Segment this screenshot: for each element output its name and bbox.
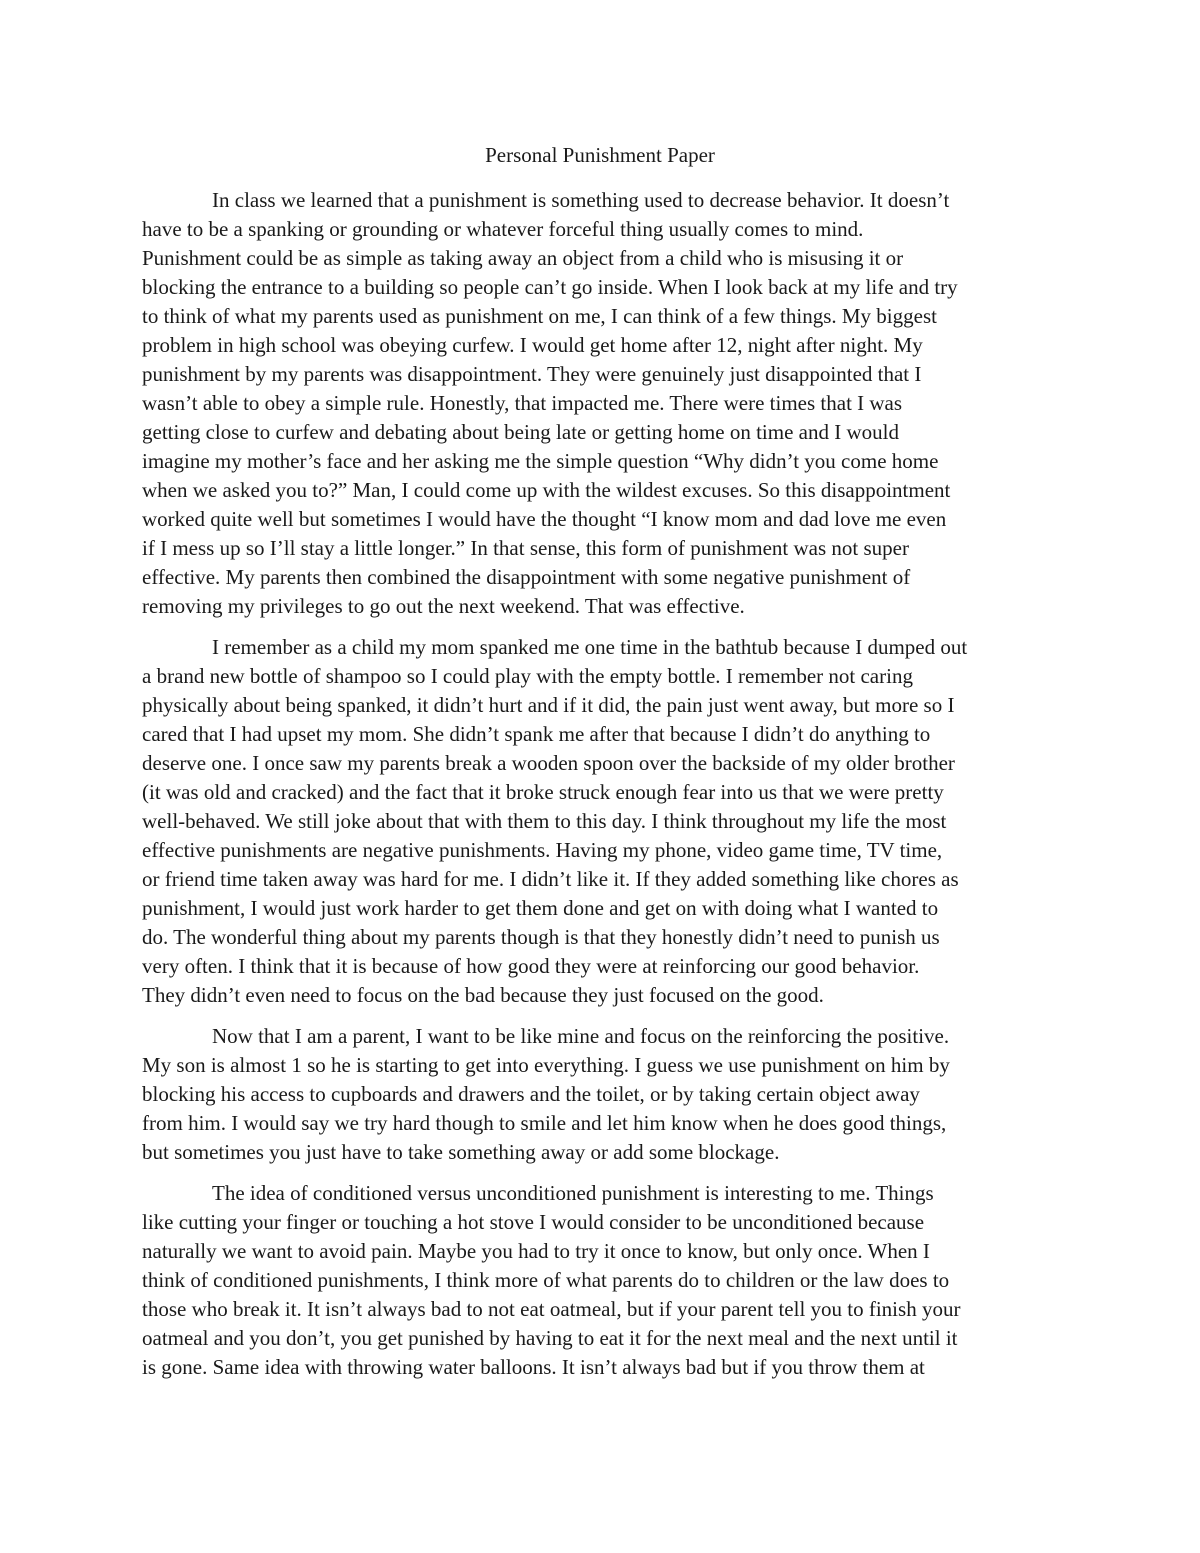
document-body (142, 186, 1062, 1382)
paragraph-2: I remember as a child my mom spanked me one time in the bathtub because I dumped out a brand new bottle of shampoo so I could play with the empty bottle. I remember not caring physically about being spanked, it didn’t hurt and if it did, the pain just went away, but more so I cared that I had upset my mom. She didn’t spank me after that because I didn’t do anything to deserve one. I once saw my parents break a wooden spoon over the backside of my older brother (it was old and cracked) and the fact that it broke struck enough fear into us that we were pretty well-behaved. We still joke about that with them to this day. I think throughout my life the most effective punishments are negative punishments. Having my phone, video game time, TV time, or friend time taken away was hard for me. I didn’t like it. If they added something like chores as punishment, I would just work harder to get them done and get on with doing what I wanted to do. The wonderful thing about my parents though is that they honestly didn’t need to punish us very often. I think that it is because of how good they were at reinforcing our good behavior. They didn’t even need to focus on the bad because they just focused on the good. (142, 635, 968, 1007)
paragraph-1: In class we learned that a punishment is something used to decrease behavior. It doesn’t have to be a spanking or grounding or whatever forceful thing usually comes to mind. Punishment could be as simple as taking away an object from a child who is misusing it or blocking the entrance to a building so people can’t go inside. When I look back at my life and try to think of what my parents used as punishment on me, I can think of a few things. My biggest problem in high school was obeying curfew. I would get home after 12, night after night. My punishment by my parents was disappointment. They were genuinely just disappointed that I wasn’t able to obey a simple rule. Honestly, that impacted me. There were times that I was getting close to curfew and debating about being late or getting home on time and I would imagine my mother’s face and her asking me the simple question “Why didn’t you come home when we asked you to?” Man, I could come up with the wildest excuses. So this disappointment worked quite well but sometimes I would have the thought “I know mom and dad love me even if I mess up so I’ll stay a little longer.” In that sense, this form of punishment was not super effective. My parents then combined the disappointment with some negative punishment of removing my privileges to go out the next weekend. That was effective. (142, 188, 958, 618)
paragraph-3: Now that I am a parent, I want to be like mine and focus on the reinforcing the positive. My son is almost 1 so he is starting to get into everything. I guess we use punishment on him by blocking his access to cupboards and drawers and the toilet, or by taking certain object away from him. I would say we try hard though to smile and let him know when he does good things, but sometimes you just have to take something away or add some blockage. (142, 1024, 950, 1164)
document-title: Personal Punishment Paper (485, 143, 715, 167)
paragraph-4: The idea of conditioned versus unconditioned punishment is interesting to me. Things like cutting your finger or touching a hot stove I would consider to be unconditioned because naturally we want to avoid pain. Maybe you had to try it once to know, but only once. When I think of conditioned punishments, I think more of what parents do to children or the law does to those who break it. It isn’t always bad to not eat oatmeal, but if your parent tell you to finish your oatmeal and you don’t, you get punished by having to eat it for the next meal and the next until it is gone. Same idea with throwing water balloons. It isn’t always bad but if you throw them at (142, 1181, 961, 1379)
